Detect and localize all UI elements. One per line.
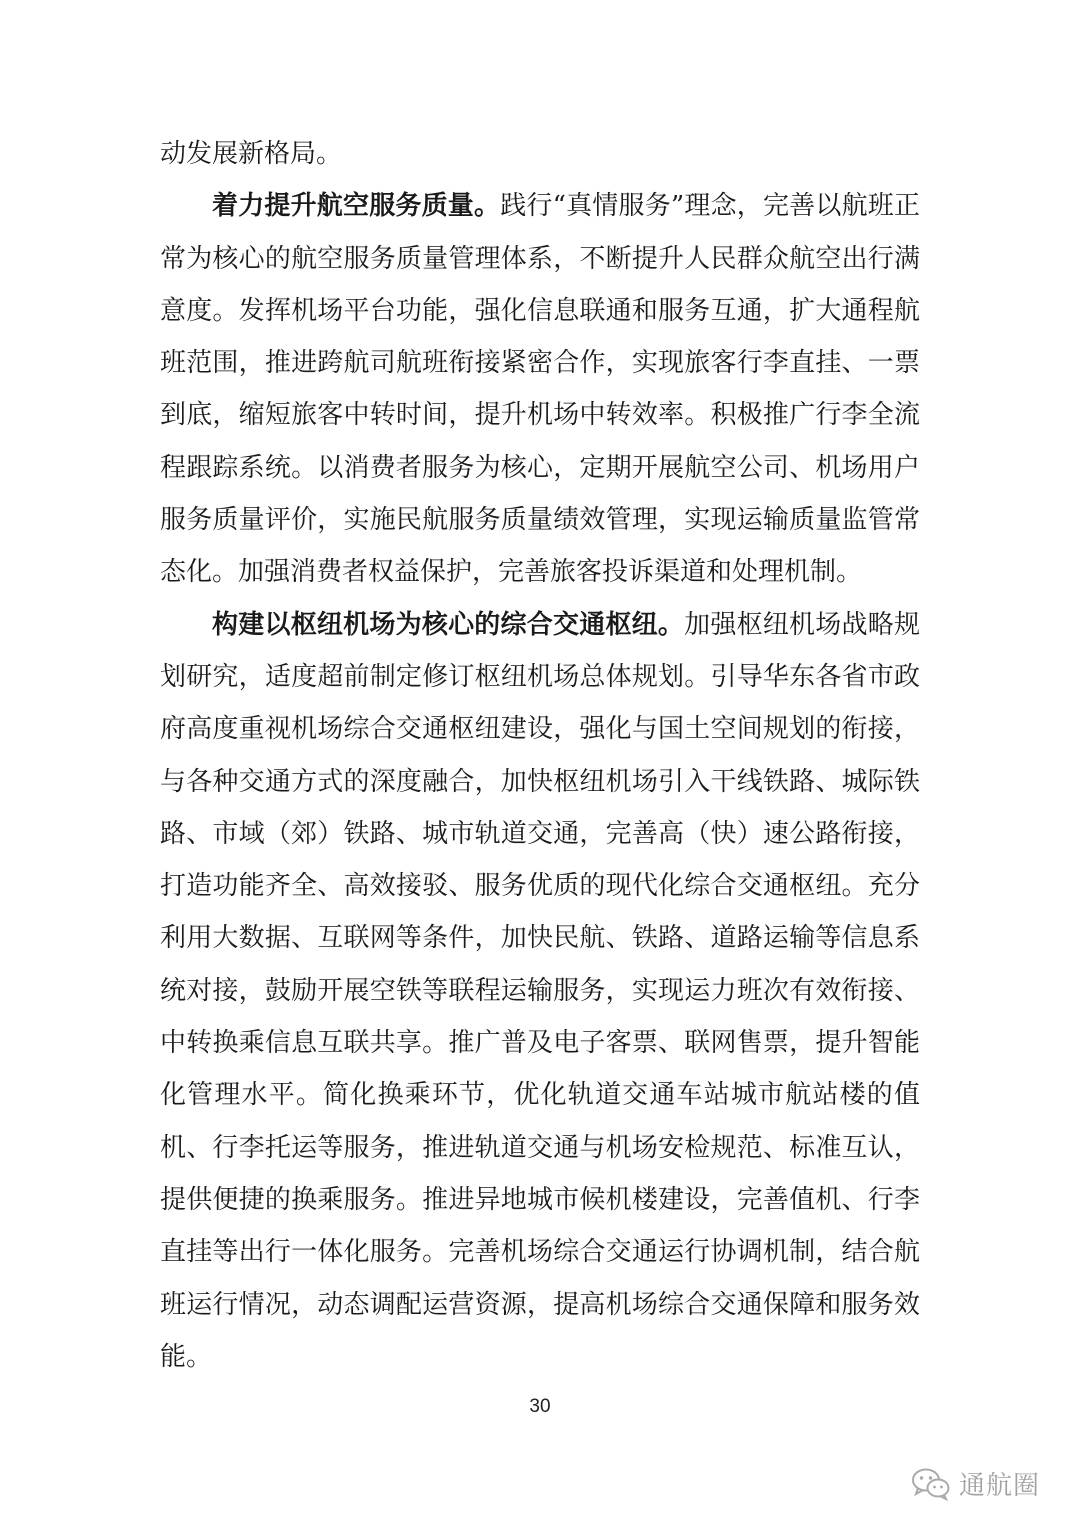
paragraph-text: 践行“真情服务”理念，完善以航班正常为核心的航空服务质量管理体系，不断提升人民群众航空出行满意度。发挥机场平台功能，强化信息联通和服务互通，扩大通程航班范围，推进跨航司航班衔接紧密合作，实现旅客行李直挂、一票到底，缩短旅客中转时间，提升机场中转效率。积极推广行李全流程跟踪系统。以消费者服务为核心，定期开展航空公司、机场用户服务质量评价，实施民航服务质量绩效管理，实现运输质量监管常态化。加强消费者权益保护，完善旅客投诉渠道和处理机制。 — [160, 191, 920, 588]
page-number: 30 — [529, 1396, 551, 1417]
body-text — [160, 128, 920, 1383]
wechat-icon — [911, 1467, 951, 1501]
paragraph-text: 动发展新格局。 — [160, 139, 343, 169]
paragraph-heading: 构建以枢纽机场为核心的综合交通枢纽。 — [212, 609, 685, 640]
watermark — [911, 1465, 1040, 1502]
paragraph-continuation — [160, 128, 920, 180]
paragraph-text: 加强枢纽机场战略规划研究，适度超前制定修订枢纽机场总体规划。引导华东各省市政府高度重视机场综合交通枢纽建设，强化与国土空间规划的衔接，与各种交通方式的深度融合，加快枢纽机场引入干线铁路、城际铁路、市域（郊）铁路、城市轨道交通，完善高（快）速公路衔接，打造功能齐全、高效接驳、服务优质的现代化综合交通枢纽。充分利用大数据、互联网等条件，加快民航、铁路、道路运输等信息系统对接，鼓励开展空铁等联程运输服务，实现运力班次有效衔接、中转换乘信息互联共享。推广普及电子客票、联网售票，提升智能化管理水平。简化换乘环节，优化轨道交通车站城市航站楼的值机、行李托运等服务，推进轨道交通与机场安检规范、标准互认，提供便捷的换乘服务。推进异地城市候机楼建设，完善值机、行李直挂等出行一体化服务。完善机场综合交通运行协调机制，结合航班运行情况，动态调配运营资源，提高机场综合交通保障和服务效能。 — [160, 609, 920, 1372]
paragraph-service-quality — [160, 180, 920, 598]
paragraph-transport-hub — [160, 599, 920, 1383]
paragraph-heading: 着力提升航空服务质量。 — [212, 191, 501, 222]
watermark-text: 通航圈 — [958, 1471, 1040, 1501]
